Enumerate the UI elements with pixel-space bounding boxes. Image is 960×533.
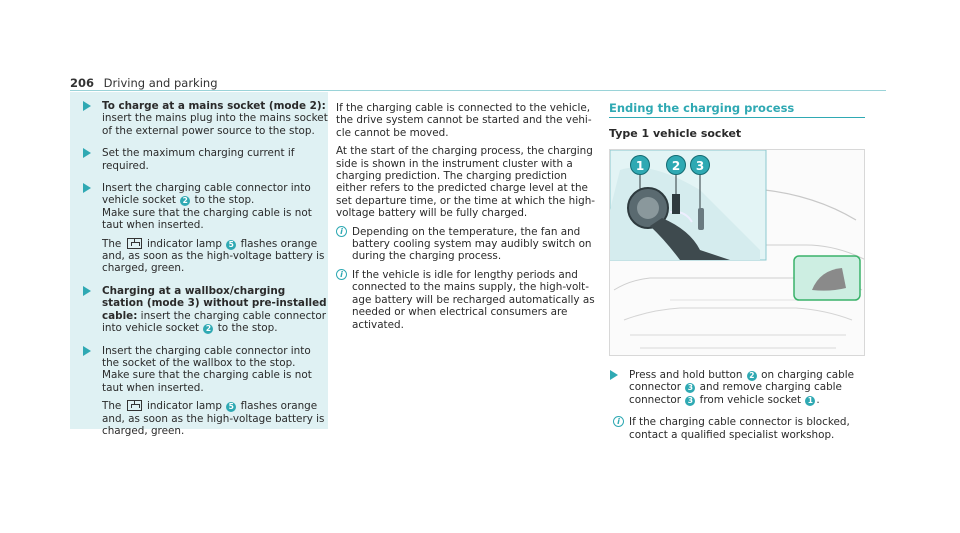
step-text: Insert the charging cable connector into the socket of the wallbox to the stop.: [102, 344, 311, 369]
info-icon: i: [613, 416, 624, 427]
step-arrow-icon: [83, 183, 91, 193]
paragraph: If the charging cable is connected to the vehicle, the drive system cannot be started and the vehicle cannot be moved.: [336, 102, 592, 139]
step-arrow-icon: [83, 346, 91, 356]
step-mode3: [82, 285, 328, 335]
note-text: If the charging cable connector is blocked, contact a qualified specialist workshop.: [629, 416, 850, 441]
step-text: Make sure that the charging cable is not taut when inserted.: [102, 369, 312, 394]
subsection-heading: Type 1 vehicle socket: [609, 127, 742, 141]
step-text: on charging cable connector: [629, 369, 855, 394]
step-paragraph: [102, 238, 328, 275]
instructions-panel: [70, 92, 328, 437]
step-paragraph: [102, 400, 328, 437]
figure-callout-1: 1: [630, 155, 650, 175]
step-text: to the stop.: [191, 194, 255, 207]
figure-callout-3: 3: [690, 155, 710, 175]
section-heading: Ending the charging process: [609, 102, 865, 118]
note-text: If the vehicle is idle for lengthy periods and connected to the mains supply, the high-voltage battery will be recharged automatically as needed or when electrical consumers are activated.: [352, 268, 595, 331]
step-text: Make sure that the charging cable is not taut when inserted.: [102, 206, 312, 232]
figure-callout-2: 2: [666, 155, 686, 175]
step-text: flashes orange and, as soon as the high-voltage battery is charged, green.: [102, 237, 325, 275]
step-wallbox-insert: [82, 345, 328, 438]
step-heading: To charge at a mains socket (mode 2):: [102, 100, 326, 112]
info-icon: i: [336, 269, 347, 280]
step-text: indicator lamp: [143, 237, 226, 250]
step-text: .: [816, 393, 820, 406]
step-text: insert the charging cable connector into vehicle socket: [102, 309, 326, 335]
callout-badge: 5: [226, 240, 236, 250]
step-max-current: [82, 147, 328, 172]
step-text: The: [102, 400, 125, 413]
info-column: [336, 102, 600, 337]
step-arrow-icon: [83, 286, 91, 296]
section-title: Driving and parking: [103, 76, 218, 90]
note: [336, 269, 600, 331]
step-text: Set the maximum charging current if required.: [102, 147, 295, 172]
callout-badge: 1: [805, 396, 815, 406]
step-text: and remove charging cable connector: [629, 381, 842, 406]
paragraph: At the start of the charging process, the charging side is shown in the instrument cluster with a charging prediction. The charging prediction either refers to the predicted charge level at the set departure time, or the time at which the high-voltage battery will be fully charged.: [336, 145, 596, 220]
step-text: The: [102, 237, 125, 250]
step-arrow-icon: [83, 148, 91, 158]
vehicle-socket-illustration: [609, 149, 865, 356]
note: [336, 226, 600, 263]
callout-badge: 2: [203, 324, 213, 334]
charging-indicator-icon: [127, 400, 142, 411]
step-text: Press and hold button: [629, 369, 746, 381]
step-paragraph: [102, 182, 328, 232]
step-text: indicator lamp: [143, 400, 226, 413]
callout-badge: 3: [685, 396, 695, 406]
page-header: [70, 76, 218, 90]
step-mode2: [82, 100, 328, 137]
step-heading: Charging at a wallbox/charging station (mode 3) without pre-installed cable:: [102, 284, 327, 322]
vehicle-rear-drawing: [610, 150, 865, 356]
ending-steps: [609, 369, 865, 447]
step-remove-connector: [609, 369, 865, 406]
step-paragraph: [102, 345, 328, 395]
step-text: flashes orange and, as soon as the high-voltage battery is charged, green.: [102, 400, 325, 437]
ending-section: [609, 102, 865, 141]
step-arrow-icon: [83, 101, 91, 111]
page-number: 206: [70, 76, 95, 90]
header-divider: [70, 90, 886, 91]
callout-badge: 3: [685, 383, 695, 393]
callout-badge: 2: [747, 371, 757, 381]
step-text: from vehicle socket: [696, 393, 805, 406]
charging-indicator-icon: [127, 238, 142, 249]
step-text: insert the mains plug into the mains socket of the external power source to the stop.: [102, 112, 328, 137]
step-insert-connector: [82, 182, 328, 275]
note: [613, 416, 865, 441]
step-arrow-icon: [610, 370, 618, 380]
info-icon: i: [336, 226, 347, 237]
note-text: Depending on the temperature, the fan and battery cooling system may audibly switch on during the charging process.: [352, 225, 592, 263]
step-text: Insert the charging cable connector into vehicle socket: [102, 182, 311, 207]
step-text: to the stop.: [214, 322, 278, 335]
callout-badge: 5: [226, 402, 236, 412]
callout-badge: 2: [180, 196, 190, 206]
